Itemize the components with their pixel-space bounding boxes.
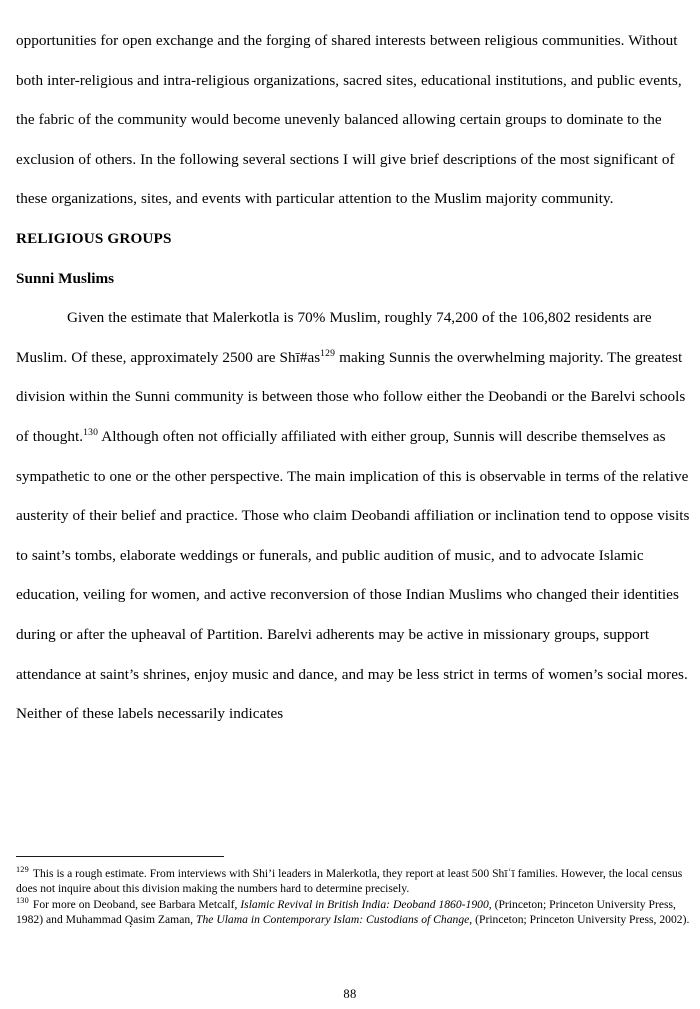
page-content [16,0,692,734]
footnote-129 [16,866,692,897]
paragraph-2-text-part-2: making Sunnis the overwhelming majority. The greatest division within the Sunni community is between those who follow either the Deobandi or the Barelvi schools of thought. [16,348,686,445]
footnote-reference-129[interactable]: 129 [320,347,336,359]
footnote-reference-130[interactable]: 130 [83,426,99,438]
footnote-130-book-title-2: The Ulama in Contemporary Islam: Custodians of Change [195,913,470,927]
section-heading-religious-groups: RELIGIOUS GROUPS [16,229,172,247]
footnote-129-text: This is a rough estimate. From interviews with Shi’i leaders in Malerkotla, they report at least 500 Shīʿī families. However, the local census does not inquire about this division making the numbers hard to determine precisely. [16,867,683,896]
footnote-130-book-title-1: Islamic Revival in British India: Deoband 1860-1900 [240,897,489,911]
footnote-130-text-part-1: For more on Deoband, see Barbara Metcalf, [32,897,241,911]
footnote-number-130: 130 [16,895,29,905]
subsection-heading-sunni-muslims: Sunni Muslims [16,269,115,287]
footnote-130-text-part-3: , (Princeton; Princeton University Press, 2002). [469,913,690,927]
body-paragraph-1: opportunities for open exchange and the forging of shared interests between religious communities. Without both inter-religious and intra-religious organizations, sacred sites, educational institutions, and public events, the fabric of the community would become unevenly balanced allowing certain groups to dominate to the exclusion of others. In the following several sections I will give brief descriptions of the most significant of these organizations, sites, and events with particular attention to the Muslim majority community. [16,32,682,208]
page-number: 88 [343,987,357,1001]
footnote-area [16,856,692,928]
footnote-130-text-part-2: , (Princeton; Princeton University Press, 1982) and Muhammad Q̣asim Zaman, [16,897,676,927]
footnote-number-129: 129 [16,865,29,875]
paragraph-2-text-part-1: Given the estimate that Malerkotla is 70% Muslim, roughly 74,200 of the 106,802 residents are Muslim. Of these, approximately 2500 are Shī#as [16,309,652,366]
body-paragraph-2 [16,298,692,734]
footnote-130 [16,897,692,928]
footnote-separator-rule [16,856,224,857]
paragraph-2-text-part-3: Although often not officially affiliated with either group, Sunnis will describe themselves as sympathetic to one or the other perspective. The main implication of this is observable in terms of the relative austerity of their belief and practice. Those who claim Deobandi affiliation or inclination tend to oppose visits to saint’s tombs, elaborate weddings or funerals, and public audition of music, and to advocate Islamic education, veiling for women, and active reconversion of those Indian Muslims who changed their identities during or after the upheaval of Partition. Barelvi adherents may be active in missionary groups, support attendance at saint’s shrines, enjoy music and dance, and may be less strict in terms of women’s social mores. Neither of these labels necessarily indicates [16,427,690,723]
